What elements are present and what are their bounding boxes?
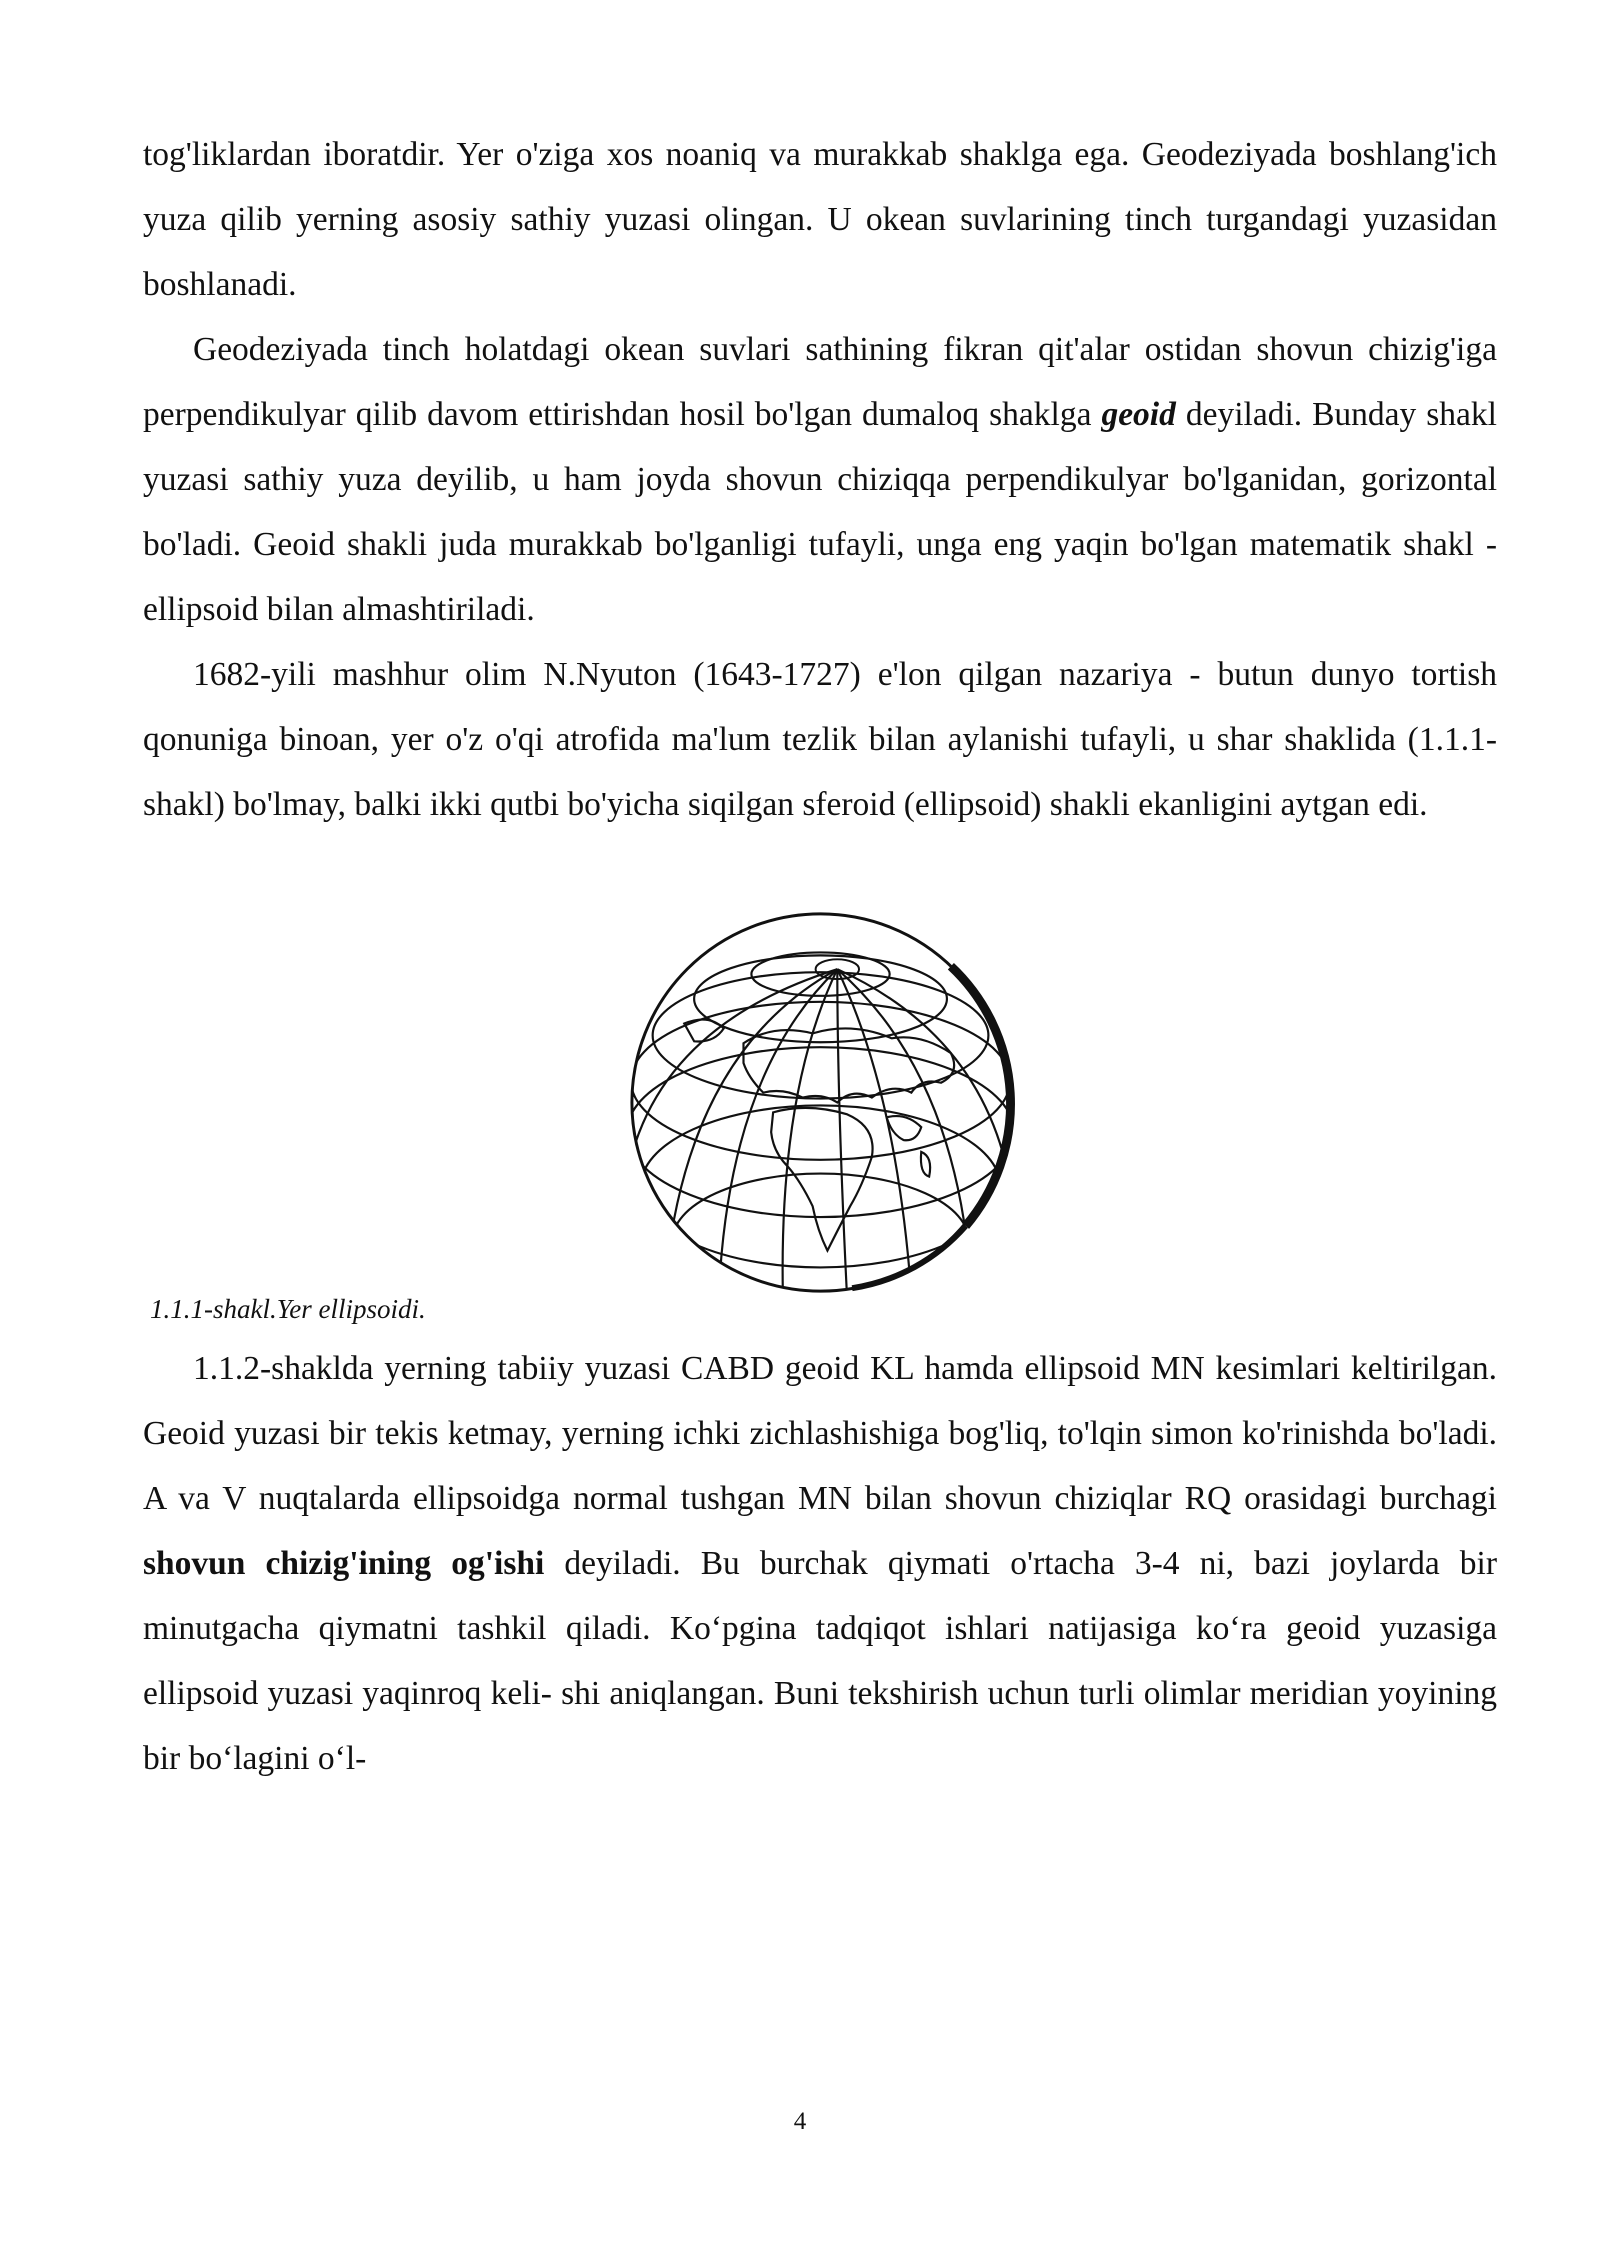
figure-caption: 1.1.1-shakl.Yer ellipsoidi. xyxy=(150,1294,426,1324)
text-block-top xyxy=(143,122,1497,837)
text-block-bottom xyxy=(143,1336,1497,1791)
paragraph-4 xyxy=(143,1336,1497,1791)
paragraph-2-text-end: deyiladi. Bunday shakl yuzasi sathiy yuza deyilib, u ham joyda shovun chiziqqa perpendikulyar bo'lganidan, gorizontal bo'ladi. Geoid shakli juda murakkab bo'lganligi tufayli, unga eng yaqin bo'lgan matematik shakl - ellipsoid bilan almashtiriladi. xyxy=(143,396,1497,628)
term-geoid: geoid xyxy=(1101,396,1176,433)
paragraph-4-text-start: 1.1.2-shaklda yerning tabiiy yuzasi CABD geoid KL hamda ellipsoid MN kesimlari keltirilgan. Geoid yuzasi bir tekis ketmay, yerning ichki zichlashishiga bog'liq, to'lqin simon ko'rinishda bo'ladi. A va V nuqtalarda ellipsoidga normal tushgan MN bilan shovun chiziqlar RQ orasidagi burchagi xyxy=(143,1350,1497,1517)
paragraph-3: 1682-yili mashhur olim N.Nyuton (1643-1727) e'lon qilgan nazariya - butun dunyo tortish qonuniga binoan, yer o'z o'qi atrofida ma'lum tezlik bilan aylanishi tufayli, u shar shaklida (1.1.1-shakl) bo'lmay, balki ikki qutbi bo'yicha siqilgan sferoid (ellipsoid) shakli ekanligini aytgan edi. xyxy=(143,656,1497,823)
paragraph-2 xyxy=(143,317,1497,642)
globe-illustration-icon xyxy=(625,905,1020,1300)
page-number: 4 xyxy=(793,2108,807,2135)
term-deflection: shovun chizig'ining og'ishi xyxy=(143,1545,545,1582)
paragraph-1: tog'liklardan iboratdir. Yer o'ziga xos noaniq va murakkab shaklga ega. Geodeziyada boshlang'ich yuza qilib yerning asosiy sathiy yuzasi olingan. U okean suvlarining tinch turgandagi yuzasidan boshlanadi. xyxy=(143,136,1497,303)
paragraph-2-text-start: Geodeziyada tinch holatdagi okean suvlari sathining fikran qit'alar ostidan shovun chizig'iga perpendikulyar qilib davom ettirishdan hosil bo'lgan dumaloq shaklga xyxy=(143,331,1497,433)
paragraph-4-text-end: deyiladi. Bu burchak qiymati o'rtacha 3-4 ni, bazi joylarda bir minutgacha qiymatni tashkil qiladi. Ko‘pgina tadqiqot ishlari natijasiga ko‘ra geoid yuzasiga ellipsoid yuzasi yaqinroq keli- shi aniqlangan. Buni tekshirish uchun turli olimlar meridian yoyining bir bo‘lagini o‘l- xyxy=(143,1545,1497,1777)
